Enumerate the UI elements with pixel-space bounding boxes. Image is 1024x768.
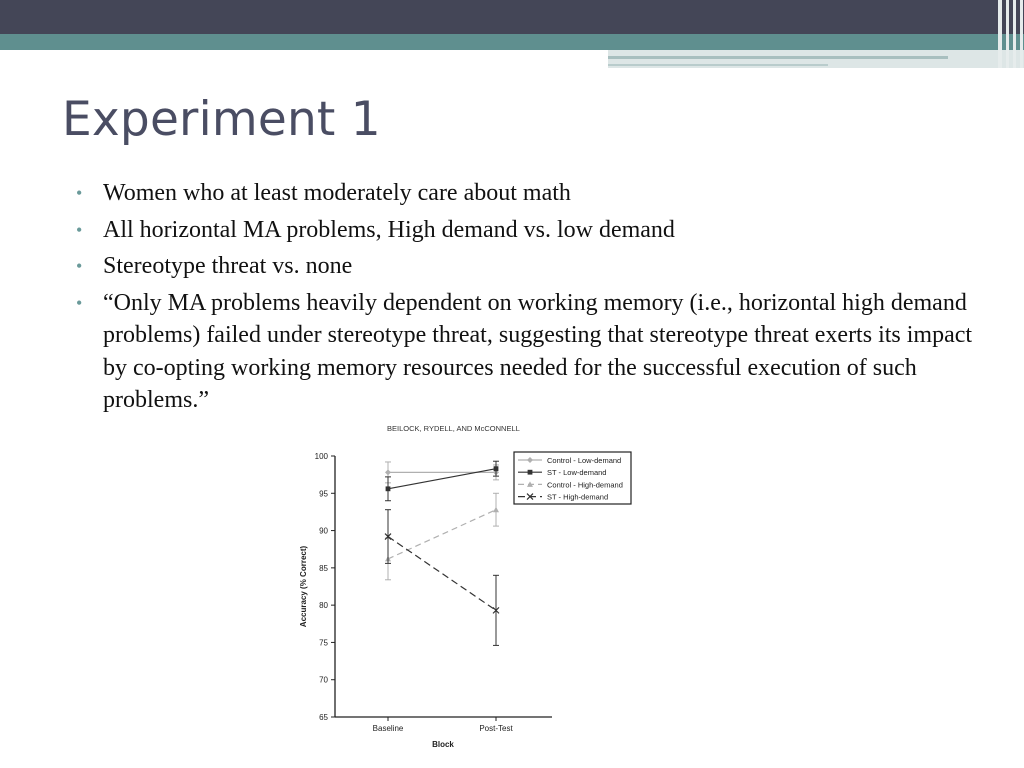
slide-title: Experiment 1 [62,92,381,147]
y-tick-label: 95 [319,489,328,499]
y-tick-label: 65 [319,713,328,722]
bullet-text: Stereotype threat vs. none [103,253,353,279]
series-line [388,469,496,489]
accuracy-line-chart [290,420,640,760]
figure-header: BEILOCK, RYDELL, AND McCONNELL [387,424,520,433]
bullet-item [76,250,976,283]
x-axis-title: Block [432,740,454,749]
bullet-item [76,287,976,417]
y-tick-label: 100 [314,452,328,461]
legend-label: Control - Low-demand [547,456,622,465]
header-band-teal [0,34,1024,50]
header-accent-line [608,56,948,59]
bullet-item [76,177,976,210]
header-band-dark [0,0,1024,34]
y-tick-label: 75 [319,638,328,648]
y-tick-label: 90 [319,526,328,536]
bullet-dot-icon: • [76,256,83,276]
bullet-list [76,177,976,421]
chart-figure [290,420,640,760]
x-tick-label: Post-Test [479,724,513,733]
header-stripes [996,0,1024,68]
bullet-text: Women who at least moderately care about math [103,180,571,206]
bullet-dot-icon: • [76,183,83,203]
bullet-dot-icon: • [76,219,83,240]
header-accent-line [608,64,828,66]
legend-label: Control - High-demand [547,480,623,490]
data-point [386,486,391,491]
legend-marker [528,470,533,475]
bullet-text: All horizontal MA problems, High demand vs. low demand [103,216,675,243]
data-point [494,466,499,471]
y-tick-label: 85 [319,563,328,573]
legend-label: ST - High-demand [547,492,609,502]
x-tick-label: Baseline [372,724,404,733]
legend-label: ST - Low-demand [547,468,607,478]
y-tick-label: 80 [319,601,328,611]
data-point [493,507,499,512]
bullet-text: “Only MA problems heavily dependent on working memory (i.e., horizontal high demand problems) failed under stereotype threat, suggesting that stereotype threat exerts its impact by co-opting working memory resources needed for the successful execution of such problems.” [103,289,973,413]
bullet-dot-icon: • [76,292,83,313]
data-point [385,469,391,475]
y-tick-label: 70 [319,675,328,685]
y-axis-title: Accuracy (% Correct) [299,545,308,628]
series-line [388,510,496,559]
bullet-item [76,214,976,247]
series-line [388,537,496,611]
